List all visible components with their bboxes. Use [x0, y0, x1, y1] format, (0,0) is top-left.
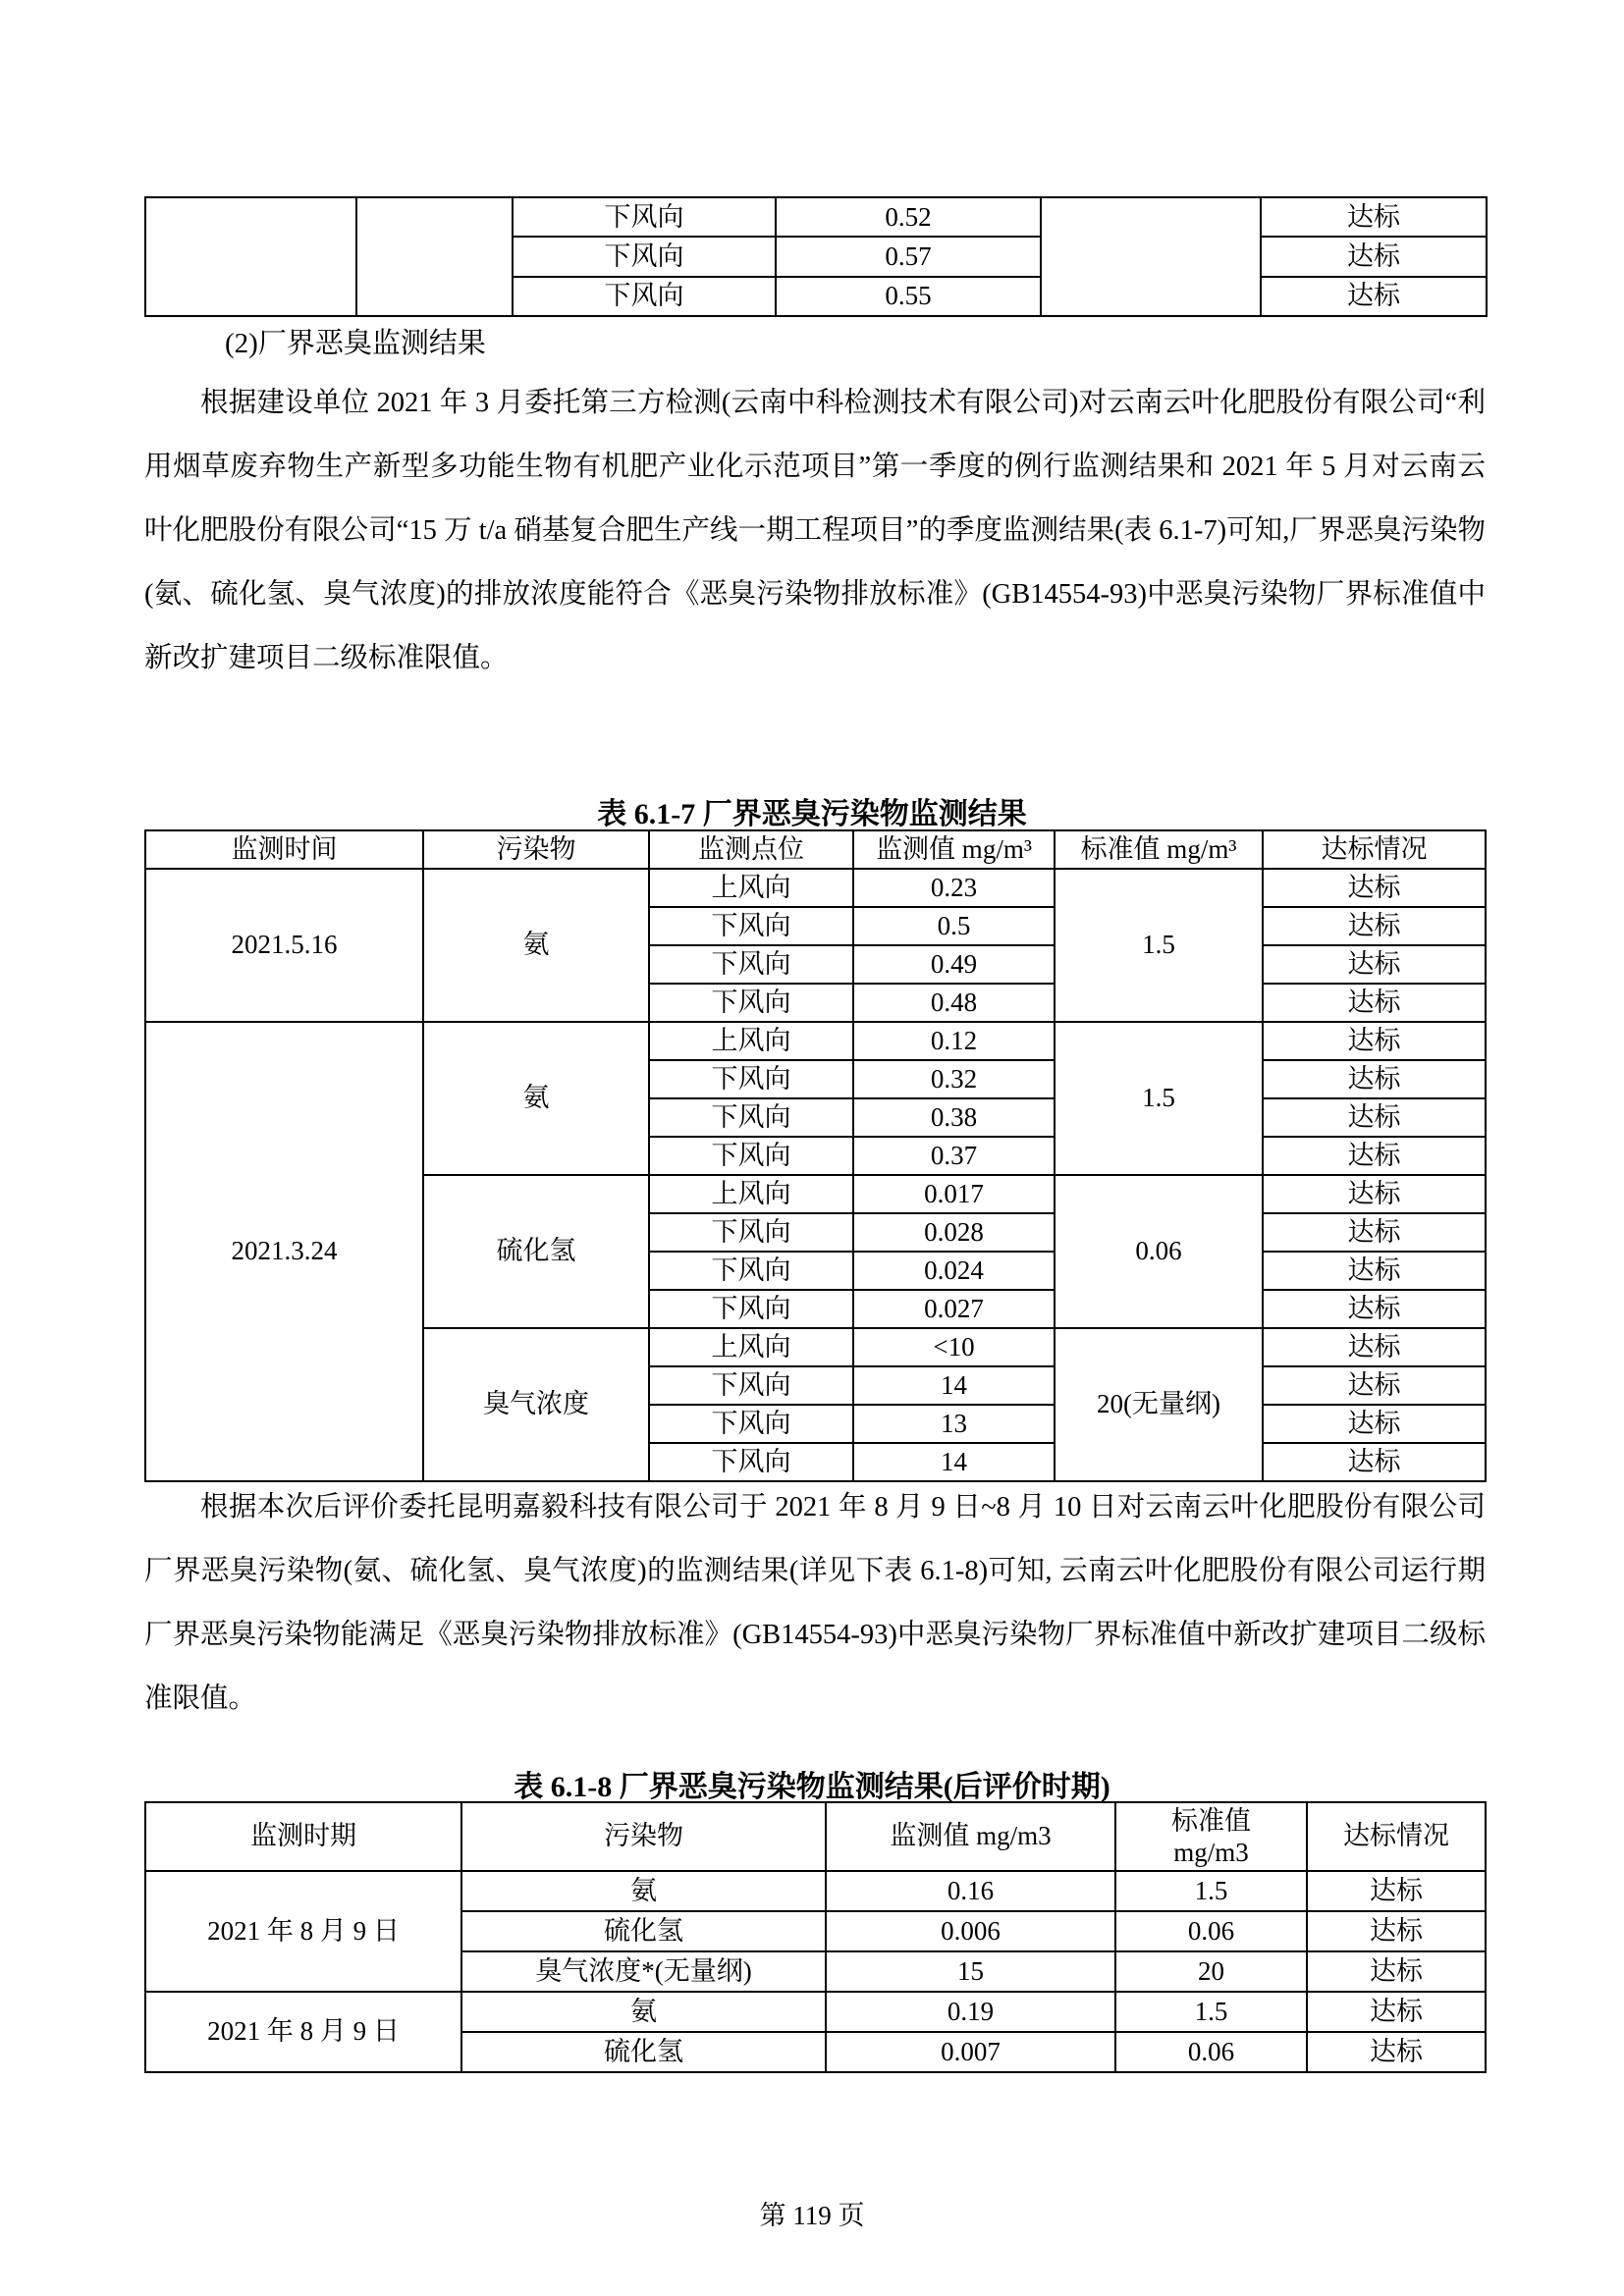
table-row — [145, 197, 1487, 237]
status-cell: 达标 — [1263, 945, 1486, 984]
pollutant-cell: 硫化氢 — [461, 2032, 826, 2072]
value-cell: 0.23 — [853, 869, 1055, 907]
point-cell: 下风向 — [649, 984, 853, 1022]
pollutant-cell: 臭气浓度*(无量纲) — [461, 1951, 826, 1992]
table-row — [145, 1022, 1486, 1060]
header-status: 达标情况 — [1263, 830, 1486, 869]
value-cell: 0.32 — [853, 1060, 1055, 1098]
pollutant-cell: 臭气浓度 — [423, 1328, 649, 1481]
point-cell: 下风向 — [649, 1060, 853, 1098]
value-cell: 15 — [826, 1951, 1115, 1992]
value-cell: 0.028 — [853, 1213, 1055, 1252]
value-cell: 0.57 — [776, 237, 1041, 276]
header-pollutant: 污染物 — [461, 1802, 826, 1871]
status-cell: 达标 — [1263, 1175, 1486, 1213]
table-row — [145, 1871, 1486, 1911]
point-cell: 上风向 — [649, 1175, 853, 1213]
value-cell: 0.017 — [853, 1175, 1055, 1213]
standard-cell: 1.5 — [1115, 1871, 1307, 1911]
status-cell: 达标 — [1307, 2032, 1486, 2072]
header-standard: 标准值 mg/m³ — [1055, 830, 1263, 869]
standard-cell: 20 — [1115, 1951, 1307, 1992]
point-cell: 下风向 — [649, 1443, 853, 1481]
table-header-row — [145, 830, 1486, 869]
standard-cell: 1.5 — [1115, 1992, 1307, 2032]
status-cell: 达标 — [1263, 1252, 1486, 1290]
section-heading: (2)厂界恶臭监测结果 — [225, 328, 486, 359]
status-cell: 达标 — [1263, 984, 1486, 1022]
value-cell: 0.5 — [853, 907, 1055, 945]
page-number: 第 119 页 — [759, 2201, 865, 2230]
status-cell: 达标 — [1307, 1992, 1486, 2032]
pollutant-cell: 硫化氢 — [461, 1911, 826, 1951]
value-cell: 0.48 — [853, 984, 1055, 1022]
status-cell: 达标 — [1307, 1871, 1486, 1911]
value-cell: 0.12 — [853, 1022, 1055, 1060]
point-cell: 上风向 — [649, 1328, 853, 1366]
point-cell: 下风向 — [513, 197, 776, 237]
header-status: 达标情况 — [1307, 1802, 1486, 1871]
value-cell: 0.19 — [826, 1992, 1115, 2032]
status-cell: 达标 — [1263, 1443, 1486, 1481]
value-cell: 13 — [853, 1405, 1055, 1443]
value-cell: 14 — [853, 1366, 1055, 1405]
standard-cell: 1.5 — [1055, 1022, 1263, 1175]
point-cell: 下风向 — [649, 1252, 853, 1290]
table-618 — [144, 1801, 1486, 2071]
time-cell: 2021.5.16 — [145, 869, 423, 1022]
point-cell: 上风向 — [649, 1022, 853, 1060]
header-standard — [1115, 1802, 1307, 1871]
point-cell: 下风向 — [513, 277, 776, 316]
time-cell: 2021.3.24 — [145, 1022, 423, 1481]
status-cell: 达标 — [1261, 277, 1487, 316]
status-cell: 达标 — [1263, 1405, 1486, 1443]
value-cell: 0.006 — [826, 1911, 1115, 1951]
header-point: 监测点位 — [649, 830, 853, 869]
value-cell: <10 — [853, 1328, 1055, 1366]
point-cell: 下风向 — [649, 1366, 853, 1405]
value-cell: 0.55 — [776, 277, 1041, 316]
status-cell: 达标 — [1263, 1213, 1486, 1252]
point-cell: 下风向 — [649, 1213, 853, 1252]
value-cell: 0.38 — [853, 1098, 1055, 1137]
value-cell: 0.007 — [826, 2032, 1115, 2072]
header-value: 监测值 mg/m3 — [826, 1802, 1115, 1871]
status-cell: 达标 — [1263, 1137, 1486, 1175]
standard-cell: 0.06 — [1115, 2032, 1307, 2072]
value-cell: 0.49 — [853, 945, 1055, 984]
pollutant-cell: 硫化氢 — [423, 1175, 649, 1328]
header-standard-line2: mg/m3 — [1173, 1838, 1249, 1867]
status-cell: 达标 — [1307, 1911, 1486, 1951]
status-cell: 达标 — [1261, 197, 1487, 237]
point-cell: 下风向 — [649, 1098, 853, 1137]
standard-cell: 20(无量纲) — [1055, 1328, 1263, 1481]
pollutant-cell: 氨 — [461, 1992, 826, 2032]
table-617-grid — [144, 829, 1487, 1482]
status-cell: 达标 — [1307, 1951, 1486, 1992]
status-cell: 达标 — [1263, 1022, 1486, 1060]
point-cell: 下风向 — [649, 945, 853, 984]
table-617-title: 表 6.1-7 厂界恶臭污染物监测结果 — [597, 798, 1027, 830]
status-cell: 达标 — [1263, 1366, 1486, 1405]
point-cell: 上风向 — [649, 869, 853, 907]
table-618-grid — [144, 1801, 1487, 2073]
pollutant-cell: 氨 — [423, 1022, 649, 1175]
value-cell: 0.52 — [776, 197, 1041, 237]
status-cell: 达标 — [1263, 1060, 1486, 1098]
table-row — [145, 869, 1486, 907]
paragraph-monitoring-intro: 根据建设单位 2021 年 3 月委托第三方检测(云南中科检测技术有限公司)对云南云叶化肥股份有限公司“利用烟草废弃物生产新型多功能生物有机肥产业化示范项目”第一季度的例行监测结果和 2021 年 5 月对云南云叶化肥股份有限公司“15 万 t/a 硝基复合肥生产线一期工程项目”的季度监测结果(表 6.1-7)可知,厂界恶臭污染物(氨、硫化氢、臭气浓度)的排放浓度能符合《恶臭污染物排放标准》(GB14554-93)中恶臭污染物厂界标准值中新改扩建项目二级标准限值。 — [144, 388, 1486, 673]
header-value: 监测值 mg/m³ — [853, 830, 1055, 869]
point-cell: 下风向 — [649, 907, 853, 945]
status-cell: 达标 — [1263, 1328, 1486, 1366]
continued-monitoring-table-grid — [144, 196, 1488, 317]
table-header-row — [145, 1802, 1486, 1871]
value-cell: 0.024 — [853, 1252, 1055, 1290]
time-cell: 2021 年 8 月 9 日 — [145, 1992, 461, 2072]
value-cell: 0.37 — [853, 1137, 1055, 1175]
status-cell: 达标 — [1263, 1098, 1486, 1137]
time-cell: 2021 年 8 月 9 日 — [145, 1871, 461, 1992]
standard-cell: 0.06 — [1055, 1175, 1263, 1328]
continued-monitoring-table — [144, 196, 1486, 317]
standard-cell: 1.5 — [1055, 869, 1263, 1022]
point-cell: 下风向 — [649, 1405, 853, 1443]
time-cell-empty — [145, 197, 356, 316]
value-cell: 0.027 — [853, 1290, 1055, 1328]
pollutant-cell-empty — [356, 197, 513, 316]
table-618-title: 表 6.1-8 厂界恶臭污染物监测结果(后评价时期) — [514, 1771, 1110, 1803]
pollutant-cell: 氨 — [461, 1871, 826, 1911]
status-cell: 达标 — [1261, 237, 1487, 276]
point-cell: 下风向 — [649, 1290, 853, 1328]
point-cell: 下风向 — [513, 237, 776, 276]
table-617 — [144, 829, 1486, 1480]
paragraph-post-evaluation: 根据本次后评价委托昆明嘉毅科技有限公司于 2021 年 8 月 9 日~8 月 10 日对云南云叶化肥股份有限公司厂界恶臭污染物(氨、硫化氢、臭气浓度)的监测结果(详见下表 6.1-8)可知, 云南云叶化肥股份有限公司运行期厂界恶臭污染物能满足《恶臭污染物排放标准》(GB14554-93)中恶臭污染物厂界标准值中新改扩建项目二级标准限值。 — [144, 1492, 1486, 1714]
point-cell: 下风向 — [649, 1137, 853, 1175]
status-cell: 达标 — [1263, 907, 1486, 945]
status-cell: 达标 — [1263, 869, 1486, 907]
value-cell: 14 — [853, 1443, 1055, 1481]
header-time: 监测时期 — [145, 1802, 461, 1871]
header-pollutant: 污染物 — [423, 830, 649, 869]
standard-cell: 0.06 — [1115, 1911, 1307, 1951]
standard-cell-empty — [1041, 197, 1261, 316]
status-cell: 达标 — [1263, 1290, 1486, 1328]
pollutant-cell: 氨 — [423, 869, 649, 1022]
table-row — [145, 1992, 1486, 2032]
header-standard-line1: 标准值 — [1171, 1805, 1251, 1836]
header-time: 监测时间 — [145, 830, 423, 869]
value-cell: 0.16 — [826, 1871, 1115, 1911]
